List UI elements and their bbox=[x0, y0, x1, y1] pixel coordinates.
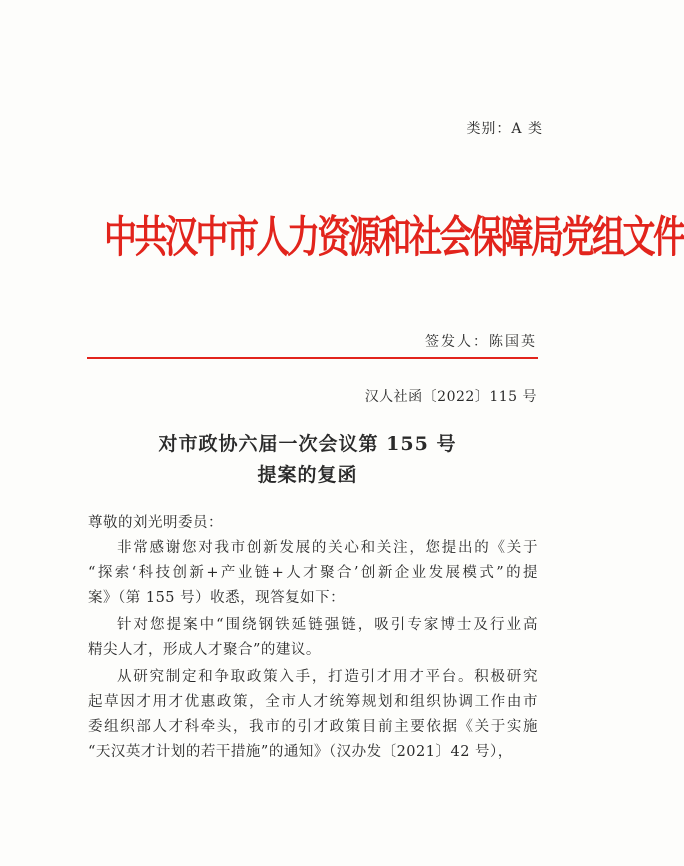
document-number: 汉人社函〔2022〕115 号 bbox=[364, 389, 537, 405]
issuer-signature: 签发人：陈国英 bbox=[425, 334, 537, 350]
red-divider-line bbox=[87, 357, 538, 359]
category-label: 类别：A 类 bbox=[466, 121, 543, 137]
salutation: 尊敬的刘光明委员： bbox=[88, 515, 223, 531]
body-line: 精尖人才，形成人才聚合”的建议。 bbox=[88, 642, 321, 658]
body-line: 非常感谢您对我市创新发展的关心和关注，您提出的《关于 bbox=[117, 540, 538, 556]
body-line: “天汉英才计划的若干措施”的通知》（汉办发〔2021〕42 号）， bbox=[88, 744, 513, 760]
red-header-title: 中共汉中市人力资源和社会保障局党组文件 bbox=[104, 210, 684, 263]
body-line: 委组织部人才科牵头，我市的引才政策目前主要依据《关于实施 bbox=[88, 719, 538, 735]
letter-title-line-2: 提案的复函 bbox=[257, 464, 358, 486]
body-line: 案》（第 155 号）收悉，现答复如下： bbox=[88, 590, 346, 606]
letter-body bbox=[88, 511, 538, 765]
body-line: “探索‘科技创新+产业链+人才聚合’创新企业发展模式”的提 bbox=[88, 565, 538, 581]
body-line: 从研究制定和争取政策入手，打造引才用才平台。积极研究 bbox=[117, 669, 538, 685]
letter-title-line-1: 对市政协六届一次会议第 155 号 bbox=[158, 433, 457, 455]
body-line: 针对您提案中“围绕钢铁延链强链，吸引专家博士及行业高 bbox=[117, 617, 538, 633]
body-line: 起草因才用才优惠政策，全市人才统筹规划和组织协调工作由市 bbox=[88, 694, 538, 710]
